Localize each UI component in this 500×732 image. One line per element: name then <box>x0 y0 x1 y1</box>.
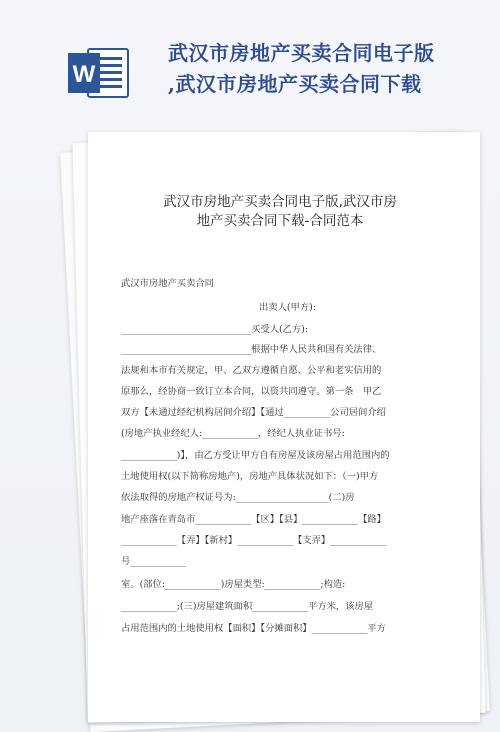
doc-line: 号____________ <box>121 556 187 567</box>
document-title-line-2: 地产买卖合同下载-合同范本 <box>196 213 364 229</box>
doc-line: 武汉市房地产买卖合同 <box>121 278 214 289</box>
doc-line: ____________________________根据中华人民共和国有关法律、 <box>121 344 382 355</box>
page-header-title <box>168 38 488 100</box>
doc-line: 依法取得的房地产权证号为:____________________(二)房 <box>121 492 355 503</box>
doc-line: ____________【弄】【新村】____________【支弄】____________ <box>121 535 386 546</box>
document-title-line-1: 武汉市房地产买卖合同电子版,武汉市房 <box>163 194 397 210</box>
doc-line: ____________)】，由乙方受让甲方自有房屋及该房屋占用范围内的 <box>121 450 390 461</box>
word-doc-icon <box>68 45 130 101</box>
doc-line: 室。(部位:____________)房屋类型:____________;构造: <box>121 579 346 590</box>
doc-line: 出卖人(甲方): <box>259 302 316 313</box>
doc-line: ____________;(三)房屋建筑面积____________平方米，该房屋 <box>121 601 374 612</box>
doc-line: 法规和本市有关规定，甲、乙双方遵循自愿、公平和老实信用的 <box>121 365 382 376</box>
header-line-1: 武汉市房地产买卖合同电子版 <box>168 41 435 65</box>
header-line-2: ,武汉市房地产买卖合同下载 <box>168 72 422 96</box>
doc-line: 占用范围内的土地使用权【面积】【分摊面积】____________平方 <box>121 623 386 634</box>
word-icon-letter: W <box>72 61 96 88</box>
doc-line: 地产座落在青岛市____________【区】【县】____________【路】 <box>121 514 386 525</box>
document-title <box>150 193 410 231</box>
doc-line: 双方【未通过经纪机构居间介绍】【通过__________公司居间介绍 <box>121 407 386 418</box>
doc-line: 土地使用权(以下简称房地产)，房地产具体状况如下：（一)甲方 <box>121 471 379 482</box>
doc-line: 原那么，经协商一致订立本合同，以资共同遵守。第一条 甲乙 <box>121 386 382 397</box>
doc-line: ____________________________买受人(乙方): <box>121 324 309 335</box>
doc-line: (房地产执业经纪人:____________，经纪人执业证书号: <box>121 428 345 439</box>
